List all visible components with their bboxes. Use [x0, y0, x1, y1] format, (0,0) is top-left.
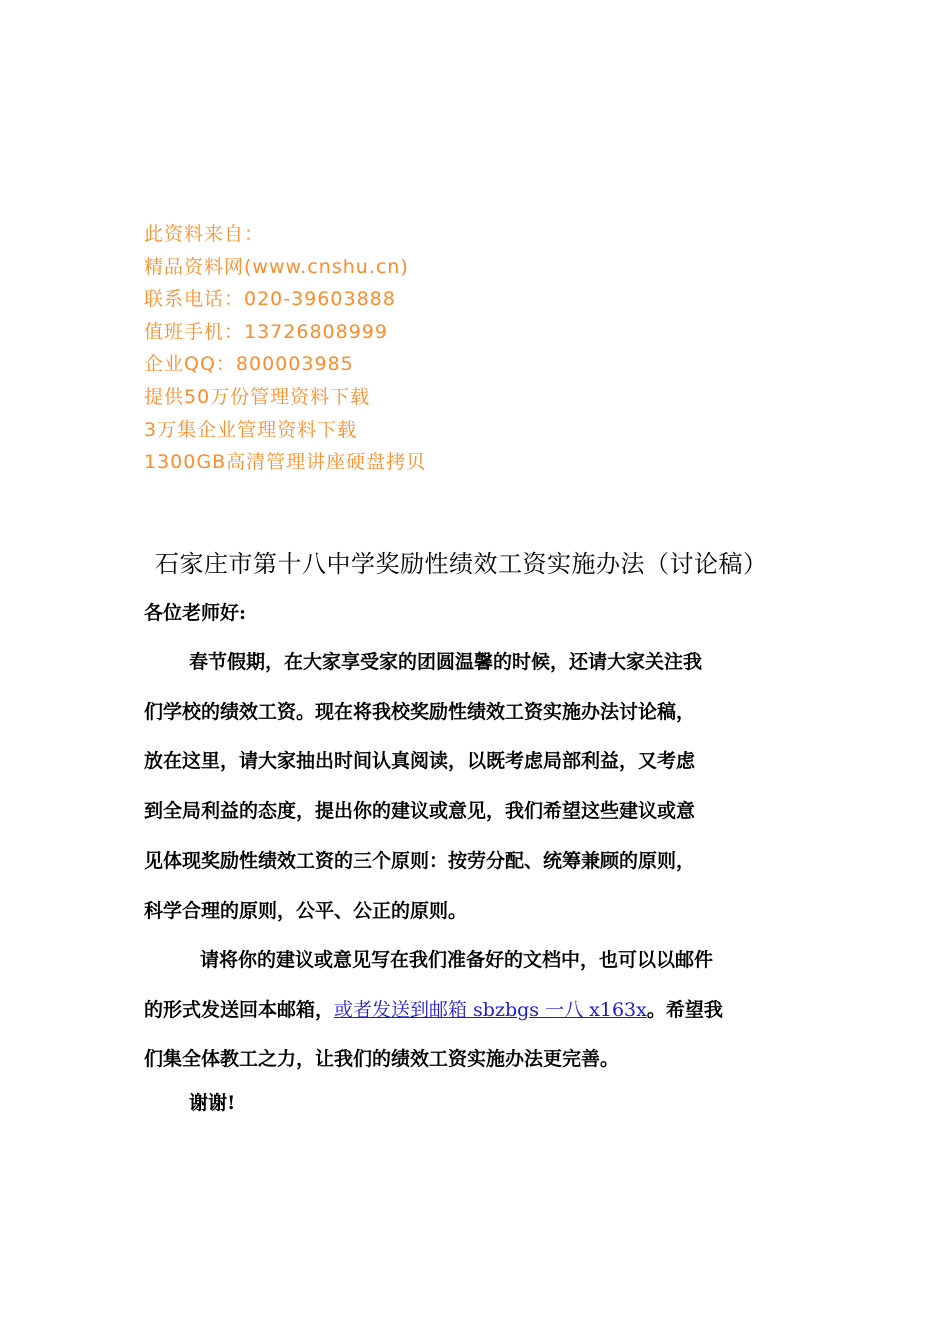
paragraph-2-text: 。希望我 [646, 998, 723, 1021]
source-info-block [144, 218, 426, 479]
paragraph-2-line: 请将你的建议或意见写在我们准备好的文档中，也可以以邮件 [200, 949, 714, 971]
thanks-text: 谢谢! [189, 1092, 236, 1114]
paragraph-1-line: 到全局利益的态度，提出你的建议或意见，我们希望这些建议或意 [144, 800, 696, 823]
offer-line-2: 3万集企业管理资料下载 [144, 418, 358, 441]
paragraph-2-line [144, 986, 808, 1036]
website-line: 精品资料网(www.cnshu.cn) [144, 255, 409, 278]
paragraph-2-line: 们集全体教工之力，让我们的绩效工资实施办法更完善。 [144, 1048, 620, 1071]
mobile-line: 值班手机：13726808999 [144, 320, 388, 343]
phone-line: 联系电话：020-39603888 [144, 288, 396, 311]
email-link[interactable]: 或者发送到邮箱 sbzbgs 一八 x163x [334, 998, 647, 1021]
offer-line-1: 提供50万份管理资料下载 [144, 385, 371, 408]
paragraph-1-line: 放在这里，请大家抽出时间认真阅读，以既考虑局部利益，又考虑 [144, 750, 696, 773]
paragraph-2-text: 的形式发送回本邮箱， [144, 998, 335, 1021]
paragraph-1-line: 科学合理的原则，公平、公正的原则。 [144, 899, 468, 922]
document-title: 石家庄市第十八中学奖励性绩效工资实施办法（讨论稿） [155, 550, 768, 578]
paragraph-1-line: 春节假期，在大家享受家的团圆温馨的时候，还请大家关注我 [189, 651, 703, 673]
paragraph-1-line: 见体现奖励性绩效工资的三个原则：按劳分配、统筹兼顾的原则， [144, 849, 696, 872]
paragraph-1 [144, 638, 808, 936]
offer-line-3: 1300GB高清管理讲座硬盘拷贝 [144, 451, 427, 474]
paragraph-1-line: 们学校的绩效工资。现在将我校奖励性绩效工资实施办法讨论稿， [144, 700, 696, 723]
paragraph-2 [144, 936, 808, 1085]
qq-line: 企业QQ：800003985 [144, 353, 354, 376]
source-label: 此资料来自： [144, 223, 265, 245]
greeting: 各位老师好: [144, 602, 247, 624]
